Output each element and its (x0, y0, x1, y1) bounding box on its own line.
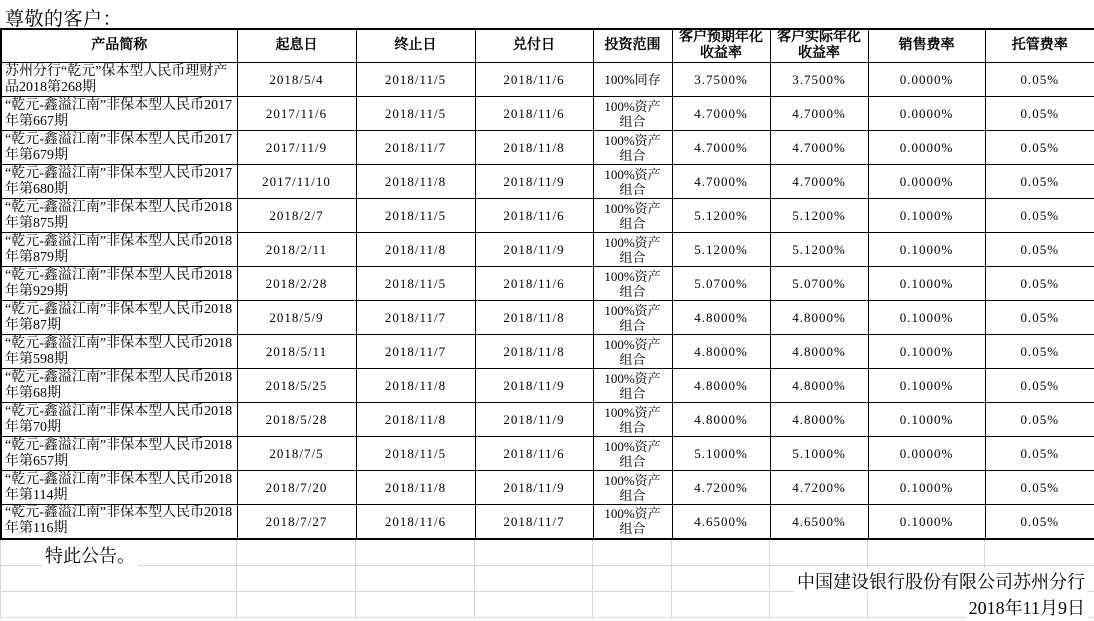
cell-payment-date: 2018/11/8 (475, 335, 593, 369)
cell-scope: 100%资产组合 (593, 335, 672, 369)
cell-value-date: 2017/11/10 (237, 165, 356, 199)
cell-sales-fee: 0.0000% (868, 165, 985, 199)
products-table-body (1, 63, 1094, 539)
cell-product: “乾元-鑫溢江南”非保本型人民币2017年第679期 (1, 131, 237, 165)
footer-grid-cell (475, 592, 593, 618)
cell-expected-yield: 5.1000% (672, 437, 770, 471)
table-row (1, 267, 1094, 301)
cell-end-date: 2018/11/8 (356, 233, 475, 267)
table-row (1, 437, 1094, 471)
cell-product: “乾元-鑫溢江南”非保本型人民币2018年第87期 (1, 301, 237, 335)
footer-grid-cell (237, 592, 356, 618)
footer-area (0, 540, 1094, 620)
cell-value-date: 2018/5/9 (237, 301, 356, 335)
cell-expected-yield: 4.6500% (672, 505, 770, 539)
cell-expected-yield: 4.8000% (672, 301, 770, 335)
cell-end-date: 2018/11/8 (356, 403, 475, 437)
cell-custody-fee: 0.05% (985, 131, 1094, 165)
cell-value-date: 2017/11/6 (237, 97, 356, 131)
cell-actual-yield: 4.8000% (770, 301, 868, 335)
cell-payment-date: 2018/11/8 (475, 301, 593, 335)
cell-end-date: 2018/11/5 (356, 267, 475, 301)
cell-product: “乾元-鑫溢江南”非保本型人民币2018年第929期 (1, 267, 237, 301)
cell-product: “乾元-鑫溢江南”非保本型人民币2018年第68期 (1, 369, 237, 403)
cell-value-date: 2018/5/4 (237, 63, 356, 97)
cell-actual-yield: 4.8000% (770, 369, 868, 403)
greeting-text: 尊敬的客户： (5, 9, 123, 30)
cell-value-date: 2017/11/9 (237, 131, 356, 165)
cell-payment-date: 2018/11/7 (475, 505, 593, 539)
cell-payment-date: 2018/11/6 (475, 63, 593, 97)
cell-product: “乾元-鑫溢江南”非保本型人民币2018年第116期 (1, 505, 237, 539)
footer-grid-cell (1, 592, 237, 618)
cell-sales-fee: 0.1000% (868, 471, 985, 505)
cell-custody-fee: 0.05% (985, 301, 1094, 335)
cell-custody-fee: 0.05% (985, 233, 1094, 267)
column-header-value-date: 起息日 (237, 29, 356, 63)
cell-scope: 100%资产组合 (593, 505, 672, 539)
cell-expected-yield: 4.8000% (672, 403, 770, 437)
cell-end-date: 2018/11/5 (356, 97, 475, 131)
cell-scope: 100%资产组合 (593, 437, 672, 471)
cell-product: “乾元-鑫溢江南”非保本型人民币2017年第667期 (1, 97, 237, 131)
cell-product: “乾元-鑫溢江南”非保本型人民币2018年第70期 (1, 403, 237, 437)
signature-text: 中国建设银行股份有限公司苏州分行 (794, 568, 1088, 594)
cell-end-date: 2018/11/5 (356, 199, 475, 233)
table-row (1, 165, 1094, 199)
cell-sales-fee: 0.0000% (868, 131, 985, 165)
cell-custody-fee: 0.05% (985, 267, 1094, 301)
cell-expected-yield: 4.7000% (672, 131, 770, 165)
cell-custody-fee: 0.05% (985, 369, 1094, 403)
table-row (1, 301, 1094, 335)
cell-actual-yield: 4.6500% (770, 505, 868, 539)
column-header-end-date: 终止日 (356, 29, 475, 63)
cell-sales-fee: 0.1000% (868, 233, 985, 267)
cell-payment-date: 2018/11/9 (475, 403, 593, 437)
cell-scope: 100%资产组合 (593, 403, 672, 437)
footer-grid-row (1, 540, 1094, 566)
cell-expected-yield: 4.7000% (672, 97, 770, 131)
cell-custody-fee: 0.05% (985, 97, 1094, 131)
cell-expected-yield: 5.1200% (672, 233, 770, 267)
cell-scope: 100%同存 (593, 63, 672, 97)
cell-expected-yield: 4.7000% (672, 165, 770, 199)
footer-grid-cell (672, 566, 770, 592)
cell-sales-fee: 0.1000% (868, 369, 985, 403)
cell-actual-yield: 4.8000% (770, 403, 868, 437)
cell-custody-fee: 0.05% (985, 505, 1094, 539)
table-row (1, 199, 1094, 233)
cell-scope: 100%资产组合 (593, 369, 672, 403)
cell-value-date: 2018/7/20 (237, 471, 356, 505)
footer-grid-cell (475, 540, 593, 566)
footer-grid-cell (593, 566, 672, 592)
cell-value-date: 2018/2/7 (237, 199, 356, 233)
cell-actual-yield: 5.1200% (770, 199, 868, 233)
cell-value-date: 2018/5/11 (237, 335, 356, 369)
cell-expected-yield: 5.0700% (672, 267, 770, 301)
cell-custody-fee: 0.05% (985, 165, 1094, 199)
cell-custody-fee: 0.05% (985, 63, 1094, 97)
cell-actual-yield: 5.1200% (770, 233, 868, 267)
cell-custody-fee: 0.05% (985, 335, 1094, 369)
cell-expected-yield: 4.7200% (672, 471, 770, 505)
cell-end-date: 2018/11/7 (356, 301, 475, 335)
cell-scope: 100%资产组合 (593, 131, 672, 165)
footer-grid-cell (356, 566, 475, 592)
cell-scope: 100%资产组合 (593, 165, 672, 199)
cell-actual-yield: 5.0700% (770, 267, 868, 301)
footer-grid-cell (593, 540, 672, 566)
footer-grid-cell (985, 540, 1094, 566)
cell-scope: 100%资产组合 (593, 199, 672, 233)
column-header-product: 产品简称 (1, 29, 237, 63)
table-row (1, 471, 1094, 505)
cell-end-date: 2018/11/5 (356, 437, 475, 471)
cell-product: “乾元-鑫溢江南”非保本型人民币2018年第114期 (1, 471, 237, 505)
cell-value-date: 2018/2/11 (237, 233, 356, 267)
column-header-payment-date: 兑付日 (475, 29, 593, 63)
footer-grid-cell (672, 540, 770, 566)
cell-payment-date: 2018/11/6 (475, 97, 593, 131)
cell-custody-fee: 0.05% (985, 471, 1094, 505)
cell-payment-date: 2018/11/9 (475, 165, 593, 199)
footer-grid-cell (237, 566, 356, 592)
table-row (1, 403, 1094, 437)
cell-scope: 100%资产组合 (593, 267, 672, 301)
footer-grid-cell (770, 592, 868, 618)
cell-sales-fee: 0.1000% (868, 505, 985, 539)
cell-sales-fee: 0.1000% (868, 335, 985, 369)
cell-scope: 100%资产组合 (593, 233, 672, 267)
document-date: 2018年11月9日 (966, 594, 1088, 620)
cell-value-date: 2018/5/25 (237, 369, 356, 403)
cell-end-date: 2018/11/8 (356, 369, 475, 403)
footer-grid-cell (868, 540, 985, 566)
cell-end-date: 2018/11/6 (356, 505, 475, 539)
cell-actual-yield: 5.1000% (770, 437, 868, 471)
cell-sales-fee: 0.1000% (868, 199, 985, 233)
cell-payment-date: 2018/11/6 (475, 199, 593, 233)
column-header-expected-yield: 客户预期年化收益率 (672, 29, 770, 63)
cell-end-date: 2018/11/8 (356, 471, 475, 505)
footer-grid-cell (475, 566, 593, 592)
cell-sales-fee: 0.1000% (868, 403, 985, 437)
header-row (1, 29, 1094, 63)
footer-grid-row (1, 592, 1094, 618)
cell-sales-fee: 0.0000% (868, 63, 985, 97)
cell-actual-yield: 4.7000% (770, 131, 868, 165)
column-header-sales-fee: 销售费率 (868, 29, 985, 63)
column-header-scope: 投资范围 (593, 29, 672, 63)
cell-value-date: 2018/5/28 (237, 403, 356, 437)
cell-actual-yield: 4.8000% (770, 335, 868, 369)
cell-payment-date: 2018/11/9 (475, 471, 593, 505)
cell-scope: 100%资产组合 (593, 97, 672, 131)
cell-sales-fee: 0.0000% (868, 97, 985, 131)
cell-payment-date: 2018/11/8 (475, 131, 593, 165)
cell-actual-yield: 4.7000% (770, 97, 868, 131)
closing-text: 特此公告。 (42, 542, 138, 568)
cell-scope: 100%资产组合 (593, 471, 672, 505)
cell-actual-yield: 4.7200% (770, 471, 868, 505)
cell-product: “乾元-鑫溢江南”非保本型人民币2018年第875期 (1, 199, 237, 233)
cell-sales-fee: 0.1000% (868, 301, 985, 335)
footer-grid-cell (593, 592, 672, 618)
cell-value-date: 2018/7/27 (237, 505, 356, 539)
cell-custody-fee: 0.05% (985, 437, 1094, 471)
table-row (1, 369, 1094, 403)
footer-grid-cell (770, 540, 868, 566)
table-row (1, 505, 1094, 539)
cell-sales-fee: 0.1000% (868, 267, 985, 301)
cell-payment-date: 2018/11/9 (475, 369, 593, 403)
cell-product: “乾元-鑫溢江南”非保本型人民币2018年第879期 (1, 233, 237, 267)
cell-actual-yield: 4.7000% (770, 165, 868, 199)
cell-value-date: 2018/7/5 (237, 437, 356, 471)
cell-value-date: 2018/2/28 (237, 267, 356, 301)
cell-payment-date: 2018/11/9 (475, 233, 593, 267)
footer-grid-cell (356, 540, 475, 566)
cell-end-date: 2018/11/8 (356, 165, 475, 199)
cell-custody-fee: 0.05% (985, 403, 1094, 437)
cell-scope: 100%资产组合 (593, 301, 672, 335)
table-row (1, 97, 1094, 131)
cell-product: 苏州分行“乾元”保本型人民币理财产品2018第268期 (1, 63, 237, 97)
cell-product: “乾元-鑫溢江南”非保本型人民币2018年第657期 (1, 437, 237, 471)
cell-end-date: 2018/11/7 (356, 335, 475, 369)
column-header-actual-yield: 客户实际年化收益率 (770, 29, 868, 63)
cell-product: “乾元-鑫溢江南”非保本型人民币2018年第598期 (1, 335, 237, 369)
products-table (0, 28, 1094, 540)
cell-expected-yield: 3.7500% (672, 63, 770, 97)
footer-grid-cell (356, 592, 475, 618)
cell-expected-yield: 5.1200% (672, 199, 770, 233)
table-row (1, 233, 1094, 267)
cell-product: “乾元-鑫溢江南”非保本型人民币2017年第680期 (1, 165, 237, 199)
footer-grid-cell (1, 566, 237, 592)
cell-sales-fee: 0.0000% (868, 437, 985, 471)
cell-expected-yield: 4.8000% (672, 369, 770, 403)
cell-payment-date: 2018/11/6 (475, 267, 593, 301)
cell-end-date: 2018/11/5 (356, 63, 475, 97)
table-row (1, 63, 1094, 97)
footer-grid-cell (672, 592, 770, 618)
cell-expected-yield: 4.8000% (672, 335, 770, 369)
column-header-custody-fee: 托管费率 (985, 29, 1094, 63)
cell-actual-yield: 3.7500% (770, 63, 868, 97)
cell-custody-fee: 0.05% (985, 199, 1094, 233)
footer-grid-cell (237, 540, 356, 566)
table-row (1, 131, 1094, 165)
table-row (1, 335, 1094, 369)
cell-payment-date: 2018/11/6 (475, 437, 593, 471)
cell-end-date: 2018/11/7 (356, 131, 475, 165)
